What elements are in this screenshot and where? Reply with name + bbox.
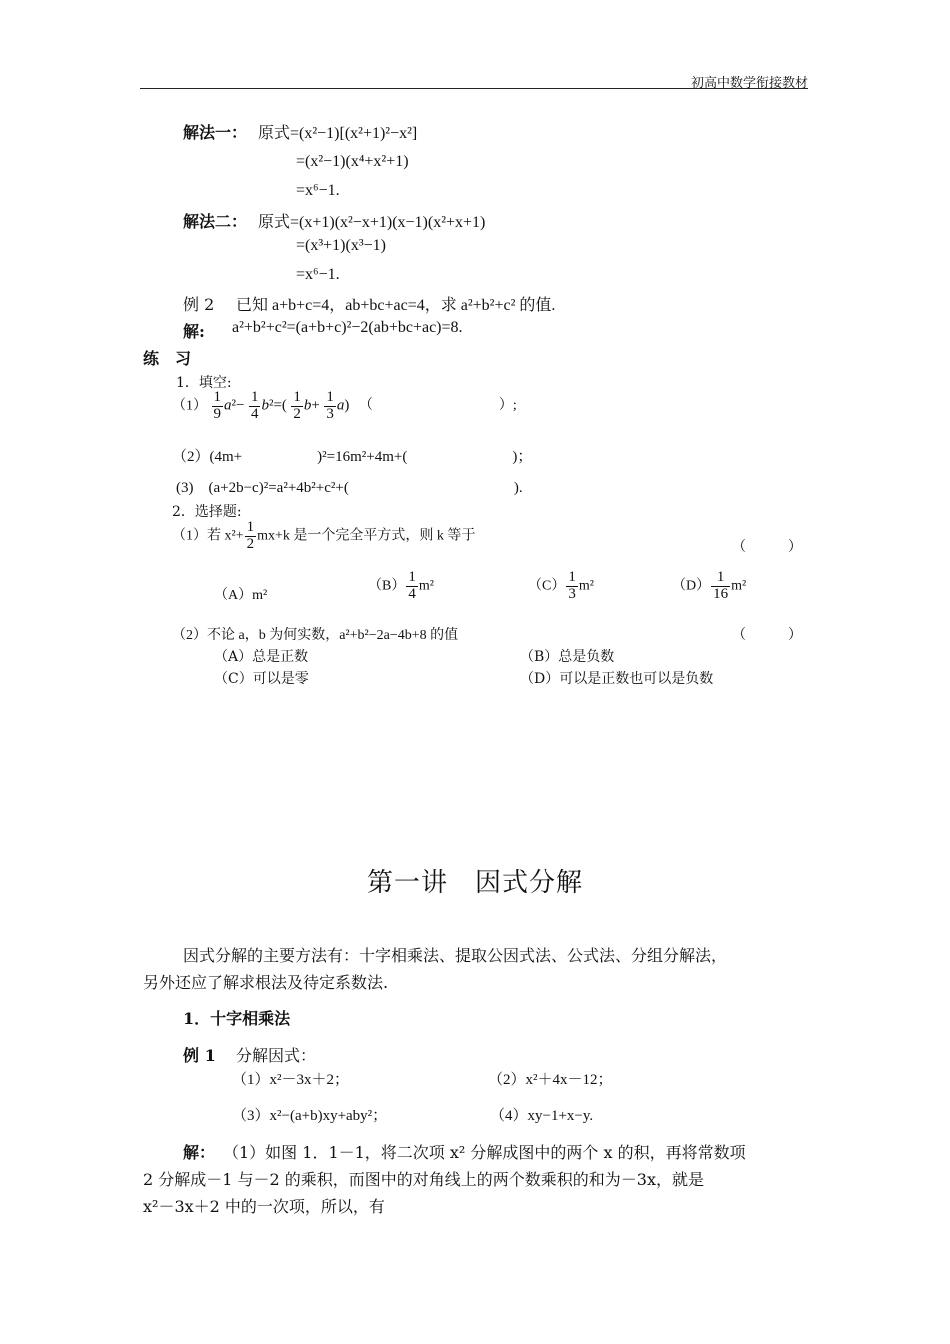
q1-1-num: （1） xyxy=(172,398,207,414)
example2-label: 例 2 xyxy=(183,295,215,314)
method2-label: 解法二： xyxy=(183,212,248,231)
q2-1 xyxy=(172,520,475,553)
method1-line2: =(x²−1)(x⁴+x²+1) xyxy=(296,153,409,170)
frac-1-2: $\frac{1}{2}$ xyxy=(293,389,301,422)
ex1-item4: （4）xy−1+x−y. xyxy=(490,1108,594,1124)
q1-1-blank: （ ）; xyxy=(358,398,517,414)
q2-label: 2．选择题: xyxy=(172,504,242,520)
method1-line3: =x⁶−1. xyxy=(296,182,340,199)
solution-label: 解： xyxy=(183,1143,216,1162)
exercise-heading: 练 习 xyxy=(143,349,192,368)
frac-1-4: $\frac{1}{4}$ xyxy=(250,389,259,422)
q1-label: 1．填空: xyxy=(176,375,232,391)
q2-1-option-a: （A）m² xyxy=(214,588,268,603)
ex1-item2: （2）x²＋4x－12； xyxy=(488,1072,613,1088)
q1-3: (3) (a+2b−c)²=a²+4b²+c²+( ). xyxy=(176,480,523,496)
method2-line2: =(x³+1)(x³−1) xyxy=(296,237,386,254)
solution-line3: x²－3x＋2 中的一次项，所以，有 xyxy=(143,1197,385,1216)
q2-2-option-c: （C）可以是零 xyxy=(214,671,309,687)
section1-heading: 1．十字相乘法 xyxy=(183,1009,291,1028)
q2-1-option-c: （C） $\frac{1}{3}$ m² xyxy=(528,569,594,602)
ex1-item1: （1）x²－3x＋2； xyxy=(232,1072,349,1088)
solution-line2: 2 分解成－1 与－2 的乘积，而图中的对角线上的两个数乘积的和为－3x，就是 xyxy=(143,1170,705,1189)
q2-2-option-b: （B）总是负数 xyxy=(520,649,615,665)
q2-1-option-b: （B） $\frac{1}{4}$ m² xyxy=(368,569,434,602)
example2-question: 已知 a+b+c=4，ab+bc+ac=4，求 a²+b²+c² 的值. xyxy=(236,297,556,314)
example2-answer: a²+b²+c²=(a+b+c)²−2(ab+bc+ac)=8. xyxy=(232,319,463,336)
frac-1-3: $\frac{1}{3}$ xyxy=(326,389,334,422)
method2-line3: =x⁶−1. xyxy=(296,266,340,283)
intro-line2: 另外还应了解求根法及待定系数法. xyxy=(143,973,389,992)
method1-label: 解法一： xyxy=(183,123,248,142)
lecture-title: 第一讲 因式分解 xyxy=(366,868,583,898)
q2-1-prefix: （1）若 x²+ xyxy=(172,528,244,544)
example1-task: 分解因式： xyxy=(236,1046,317,1065)
solution-line1: （1）如图 1．1－1，将二次项 x² 分解成图中的两个 x 的积，再将常数项 xyxy=(223,1143,746,1162)
header-rule xyxy=(140,88,808,89)
q2-2-option-a: （A）总是正数 xyxy=(214,649,309,665)
example1-label: 例 1 xyxy=(183,1046,216,1065)
q2-1-suffix: mx+k 是一个完全平方式，则 k 等于 xyxy=(257,528,476,544)
q2-1-paren: （ ） xyxy=(732,539,802,555)
frac-1-9: $\frac{1}{9}$ xyxy=(213,389,221,422)
q2-2-option-d: （D）可以是正数也可以是负数 xyxy=(520,671,714,687)
q1-1: （1） $\frac{1}{9}$ a²− $\frac{1}{4}$ b²=( $\frac{1}{2}$ b+ $\frac{1}{3}$ a) （ ）; xyxy=(172,389,517,422)
q2-1-option-d: （D） $\frac{1}{16}$ m² xyxy=(672,569,747,602)
ex1-item3: （3）x²−(a+b)xy+aby²； xyxy=(232,1108,388,1124)
q2-2: （2）不论 a，b 为何实数，a²+b²−2a−4b+8 的值 xyxy=(172,628,459,643)
method2-line1: 原式=(x+1)(x²−x+1)(x−1)(x²+x+1) xyxy=(258,214,486,231)
example2-answer-label: 解: xyxy=(183,322,205,341)
book-title-header: 初高中数学衔接教材 xyxy=(690,76,808,91)
intro-line1: 因式分解的主要方法有：十字相乘法、提取公因式法、公式法、分组分解法， xyxy=(183,946,728,965)
q1-2: （2）(4m+ )²=16m²+4m+( )； xyxy=(172,449,533,465)
method1-line1: 原式=(x²−1)[(x²+1)²−x²] xyxy=(258,125,418,142)
frac-1-2-q2: $\frac{1}{2}$ xyxy=(246,519,255,552)
q2-2-paren: （ ） xyxy=(732,627,802,643)
